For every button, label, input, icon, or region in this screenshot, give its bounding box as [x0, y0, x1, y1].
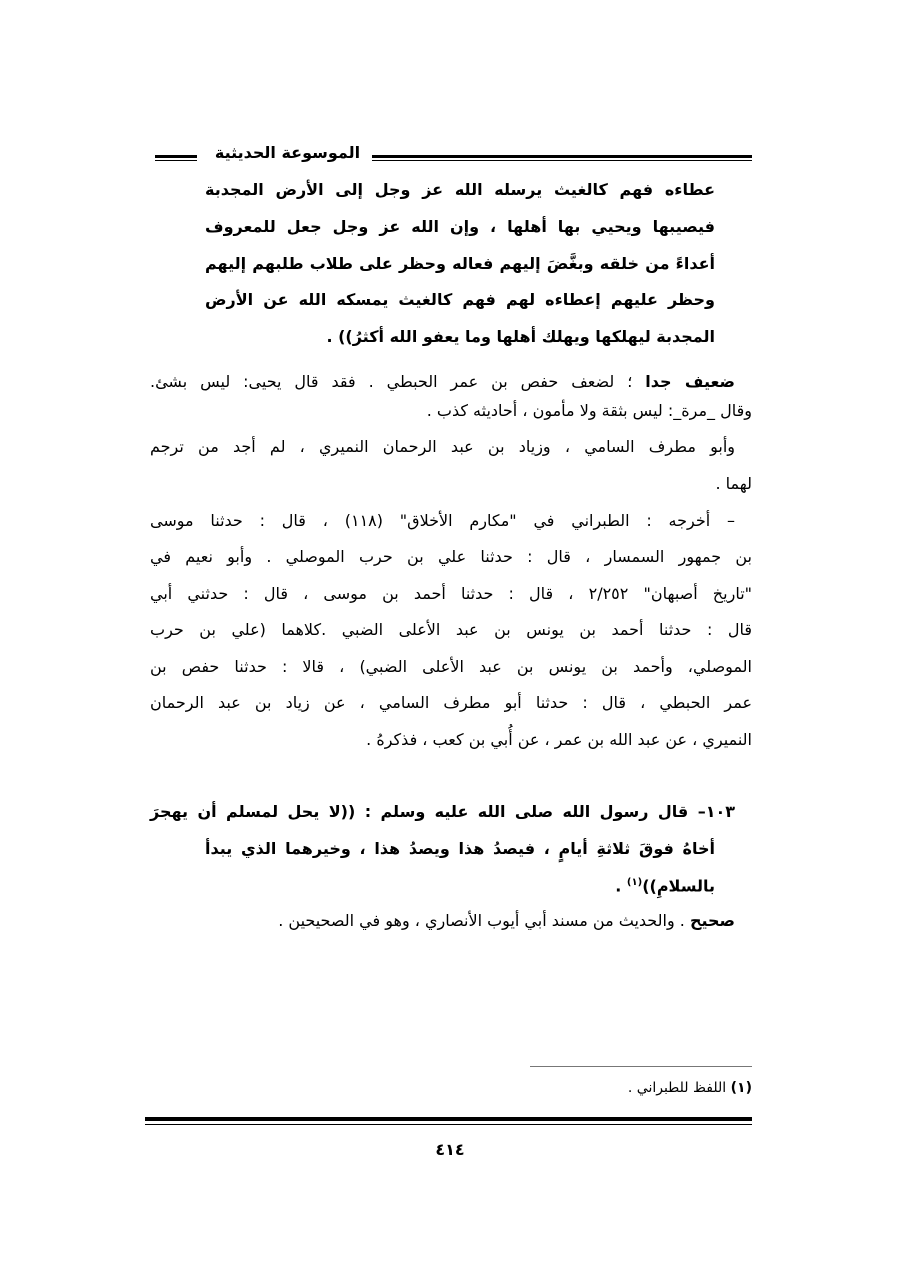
grading-text: . والحديث من مسند أبي أيوب الأنصاري ، وهو في الصحيحين . — [278, 911, 690, 930]
footer-rule-thick — [145, 1117, 752, 1121]
header-rule-right-thin — [372, 160, 752, 161]
body-line: – أخرجه : الطبراني في "مكارم الأخلاق" (١١٨) ، قال : حدثنا موسى — [150, 511, 735, 530]
header-rule-left-thin — [155, 160, 197, 161]
footnote-marker: (١) — [730, 1080, 752, 1096]
header-rule-right — [372, 155, 752, 158]
quote-line: وحظر عليهم إعطاءه لهم فهم كالغيث يمسكه الله عن الأرض — [205, 290, 715, 309]
grading-line — [150, 909, 735, 933]
hadith-line: أخاهُ فوقَ ثلاثةِ أيامٍ ، فيصدُ هذا ويصدُ هذا ، وخيرهما الذي يبدأ — [205, 839, 715, 858]
body-line: قال : حدثنا أحمد بن يونس بن عبد الأعلى الضبي .كلاهما (علي بن حرب — [150, 620, 752, 639]
quote-line: عطاءه فهم كالغيث يرسله الله عز وجل إلى الأرض المجدبة — [205, 180, 715, 199]
grading-text: ؛ لضعف حفص بن عمر الحبطي . فقد قال يحيى: ليس بشئ. — [150, 372, 646, 391]
body-line: النميري ، عن عبد الله بن عمر ، عن أُبي بن كعب ، فذكرهُ . — [366, 730, 752, 749]
body-line: "تاريخ أصبهان" ٢/٢٥٢ ، قال : حدثنا أحمد بن موسى ، قال : حدثني أبي — [150, 584, 753, 603]
body-line: بن جمهور السمسار ، قال : حدثنا علي بن حرب الموصلي . وأبو نعيم في — [150, 547, 752, 566]
body-line: عمر الحبطي ، قال : حدثنا أبو مطرف السامي ، عن زياد بن عبد الرحمان — [150, 693, 752, 712]
running-header-title: الموسوعة الحديثية — [214, 143, 361, 162]
hadith-line — [205, 871, 715, 898]
body-line: لهما . — [715, 474, 752, 493]
grading-label: ضعيف جدا — [645, 372, 736, 391]
quote-line: المجدبة ليهلكها ويهلك أهلها وما يعفو الله أكثرُ)) . — [326, 327, 715, 346]
hadith-end-period: . — [615, 876, 627, 896]
grading-label: صحيح — [689, 911, 735, 930]
footnote-separator — [530, 1066, 752, 1067]
hadith-line: ١٠٣– قال رسول الله صلى الله عليه وسلم : ((لا يحل لمسلم أن يهجرَ — [150, 802, 735, 821]
body-line: الموصلي، وأحمد بن يونس بن عبد الأعلى الضبي) ، قالا : حدثنا حفص بن — [150, 657, 752, 676]
page-number: ٤١٤ — [435, 1140, 465, 1159]
footnote-text: اللفظ للطبراني . — [627, 1080, 731, 1096]
body-line: وقال _مرة_: ليس بثقة ولا مأمون ، أحاديثه كذب . — [426, 401, 752, 420]
header-rule-left — [155, 155, 197, 158]
quote-line: فيصيبها ويحيي بها أهلها ، وإن الله عز وجل جعل للمعروف — [205, 217, 715, 236]
footnote-ref[interactable]: (١) — [626, 877, 643, 888]
quote-line: أعداءً من خلقه وبغَّضَ إليهم فعاله وحظر على طلاب طلبهم إليهم — [205, 254, 715, 273]
grading-line — [150, 370, 735, 394]
body-line: وأبو مطرف السامي ، وزياد بن عبد الرحمان النميري ، لم أجد من ترجم — [150, 437, 735, 456]
footer-rule-thin — [145, 1124, 752, 1125]
hadith-end-text: بالسلامِ)) — [642, 876, 715, 896]
footnote — [628, 1080, 752, 1096]
